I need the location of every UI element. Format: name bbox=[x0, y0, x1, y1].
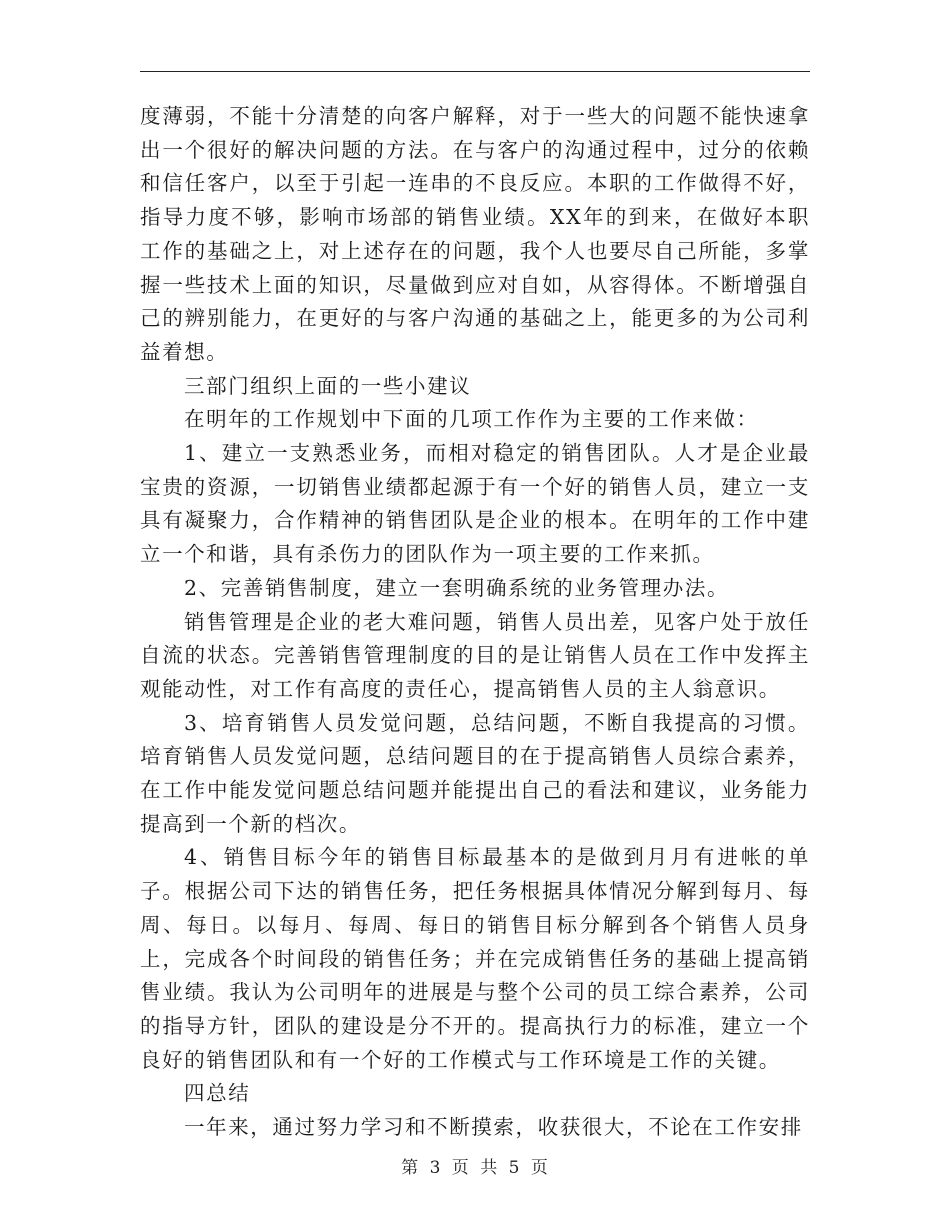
paragraph-continuation: 度薄弱，不能十分清楚的向客户解释，对于一些大的问题不能快速拿出一个很好的解决问题的方法。在与客户的沟通过程中，过分的依赖和信任客户，以至于引起一连串的不良反应。本职的工作做得不好，指导力度不够，影响市场部的销售业绩。XX年的到来，在做好本职工作的基础之上，对上述存在的问题，我个人也要尽自己所能，多掌握一些技术上面的知识，尽量做到应对自如，从容得体。不断增强自己的辨别能力，在更好的与客户沟通的基础之上，能更多的为公司利益着想。 bbox=[140, 104, 810, 364]
paragraph-item-3: 3、培育销售人员发觉问题，总结问题，不断自我提高的习惯。培育销售人员发觉问题，总结问题目的在于提高销售人员综合素养，在工作中能发觉问题总结问题并能提出自己的看法和建议，业务能力提高到一个新的档次。 bbox=[140, 710, 810, 836]
paragraph-plan-intro: 在明年的工作规划中下面的几项工作作为主要的工作来做： bbox=[184, 407, 759, 432]
header-rule bbox=[140, 71, 810, 72]
paragraph-item-1: 1、建立一支熟悉业务，而相对稳定的销售团队。人才是企业最宝贵的资源，一切销售业绩都起源于有一个好的销售人员，建立一支具有凝聚力，合作精神的销售团队是企业的根本。在明年的工作中建立一个和谐，具有杀伤力的团队作为一项主要的工作来抓。 bbox=[140, 441, 810, 567]
paragraph-item-2: 2、完善销售制度，建立一套明确系统的业务管理办法。 bbox=[184, 575, 730, 600]
paragraph-sales-management: 销售管理是企业的老大难问题，销售人员出差，见客户处于放任自流的状态。完善销售管理制度的目的是让销售人员在工作中发挥主观能动性，对工作有高度的责任心，提高销售人员的主人翁意识。 bbox=[140, 609, 810, 701]
paragraph-summary-start: 一年来，通过努力学习和不断摸索，收获很大，不论在工作安排 bbox=[184, 1115, 803, 1140]
page-number-footer: 第 3 页 共 5 页 bbox=[401, 1158, 549, 1178]
document-body bbox=[140, 100, 810, 1145]
paragraph-item-4: 4、销售目标今年的销售目标最基本的是做到月月有进帐的单子。根据公司下达的销售任务，把任务根据具体情况分解到每月、每周、每日。以每月、每周、每日的销售目标分解到各个销售人员身上，完成各个时间段的销售任务；并在完成销售任务的基础上提高销售业绩。我认为公司明年的进展是与整个公司的员工综合素养，公司的指导方针，团队的建设是分不开的。提高执行力的标准，建立一个良好的销售团队和有一个好的工作模式与工作环境是工作的关键。 bbox=[140, 845, 810, 1072]
section-heading-summary: 四总结 bbox=[184, 1081, 251, 1106]
section-heading-suggestions: 三部门组织上面的一些小建议 bbox=[184, 373, 472, 398]
